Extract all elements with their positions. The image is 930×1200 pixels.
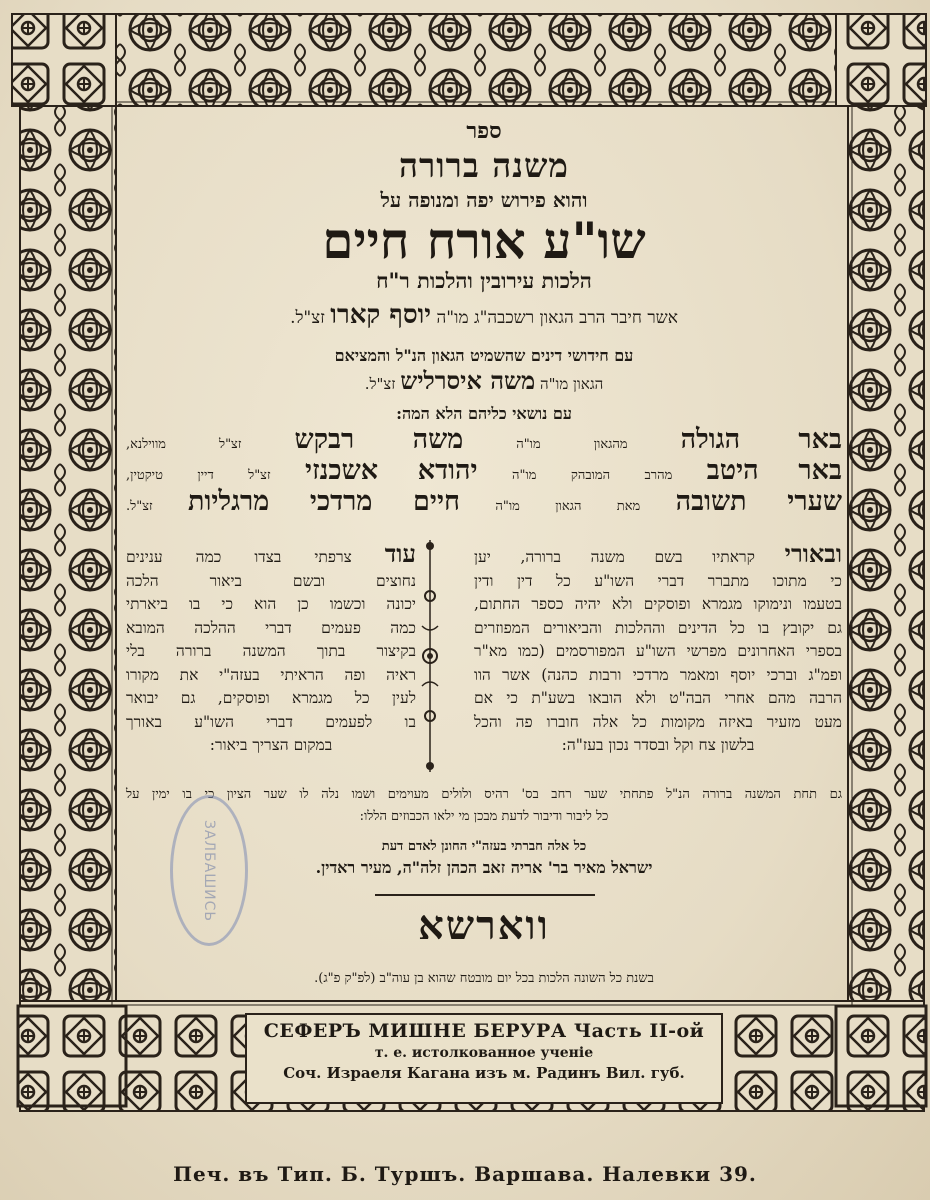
commentary-beer-hagolah: באר הגולה מהגאון מו"ה משה רבקש זצ"ל מווילנא, <box>126 423 842 455</box>
hilchot-line: הלכות עירובין והלכות ר"ח <box>376 267 592 293</box>
divider-rule <box>375 894 595 896</box>
column-divider-ornament <box>418 536 442 776</box>
intro-left-text: בו לפעמים דברי השו"ע באורך <box>126 712 416 731</box>
intro-left-text: במקום הצריך ביאור: <box>209 736 333 754</box>
printer-footer: Печ. въ Тип. Б. Туршъ. Варшава. Налевки 39. <box>173 1162 757 1186</box>
intro-right-text: כי מתוכו מתברר דברי השו"ע כל דין ודין <box>474 571 842 590</box>
censor-title: СЕФЕРЪ МИШНЕ БЕРУРА Часть II-ой <box>263 1020 705 1042</box>
intro-right-text: בטעמו ונימוקו מגמרא ופוסקים ולא יהיה כספר החתום, <box>474 595 842 613</box>
author-line-isserles: הגאון מו"ה משה איסרליש זצ"ל. <box>364 365 604 395</box>
intro-right-text: מעט מזעיר באיזה מקומות כל אלה חוברו פה והכל <box>474 712 842 731</box>
author-signature-line: ישראל מאיר בר' אריה זאב הכהן זלה"ה, מעיר ראדין. <box>315 858 653 877</box>
intro-right-bigword: ובאורי <box>784 539 842 568</box>
intro-right-text: קראתיו בשם משנה ברורה, יען <box>474 548 755 566</box>
chidushei-line: עם חידושי דינים שהשמיט הגאון הנ"ל והמציאם <box>334 345 634 365</box>
intro-left-text: ראיה ופה הראיתי בעזה"י את מקורו <box>126 665 416 684</box>
censor-box <box>245 1013 723 1104</box>
intro-left-text: יכונה וכשמו כן הוא כי בו ביארתי <box>126 595 416 613</box>
shaar-hatziyun-line: גם תחת המשנה ברורה הנ"ל פתחתי שער רחב בס' רהיס ולולים מעוימים ושמו נלה לו שער הציון כי בו ימין על <box>126 787 842 802</box>
intro-left-text: בקיצור בתוך המשנה ברורה בלי <box>126 642 416 660</box>
main-title: משנה ברורה <box>399 146 569 185</box>
intro-right-text: הרבה מהם אחרי הבה"ט ולא הובאו בשע"ת כי אם <box>474 689 842 707</box>
library-stamp <box>170 795 248 946</box>
intro-left-column <box>126 539 417 758</box>
city-name: ווארשא <box>418 902 550 949</box>
censor-author: Соч. Израеля Кагана изъ м. Радинъ Вил. губ. <box>283 1064 685 1082</box>
intro-left-text: צרפתי בצדו כמה ענינים <box>126 548 352 566</box>
intro-left-text: לעין כל מגמרא ופוסקים, גם יבואר <box>126 689 416 707</box>
commentary-beer-heitev: באר היטב מהרב המובהק מו"ה יהודא אשכנזי זצ"ל דיין טיקטין, <box>126 454 842 486</box>
intro-right-text: בלשון צח וקל ובסדר נכון בעז"ה: <box>561 736 755 754</box>
intro-right-text: בספרי האחרונים מפרשי השו"ע המפורסמים (כמו מא"ר <box>474 642 842 660</box>
intro-right-column <box>474 539 842 758</box>
year-line: בשנת כל השונה הלכות בכל יום מובטח שהוא בן עוה"ב (לפ"ק פ"ג). <box>314 971 654 986</box>
intro-right-text: ופמ"ג וברכי יוסף ומאמר מרדכי ורבות כהנה) אשר הוו <box>474 665 842 684</box>
shulchan-aruch-title: שו"ע אורח חיים <box>322 211 646 270</box>
kol-eleh-line: כל אלה חברתי בעזה"י החונן לאדם דעת <box>381 839 587 854</box>
commentary-shaarei-teshuvah: שערי תשובה מאת הגאון מו"ה חיים מרדכי מרגליות זצ"ל. <box>126 485 842 517</box>
censor-subtitle: т. е. истолкованное ученіе <box>374 1045 594 1061</box>
intro-right-text: גם יקובץ בו כל הדינים וההלכות והביאורים המפוזרים <box>474 618 842 637</box>
intro-left-text: נחוצים ובשם ביאור הלכה <box>126 571 416 590</box>
stamp-text: ЗАЛБАШИСЬ <box>201 819 217 922</box>
sefer-label: ספר <box>466 118 502 144</box>
perush-line: והוא פירוש יפה ומנופה על <box>380 188 588 212</box>
intro-columns <box>126 539 842 782</box>
intro-left-bigword: עוד <box>384 539 417 568</box>
author-line-karo: אשר חיבר הרב הגאון רשכבה"ג מו"ה יוסף קארו זצ"ל. <box>290 299 678 330</box>
intro-left-text: כמה פעמים דברי ההלכה המובא <box>126 618 416 637</box>
shaar-hatziyun-line-2: כל ליבור ודיבור לדעת מבכן מי ילאו הכבוזים הללו: <box>359 809 609 824</box>
nosei-keilim-line: עם נושאי כליהם הלא המה: <box>396 403 572 423</box>
